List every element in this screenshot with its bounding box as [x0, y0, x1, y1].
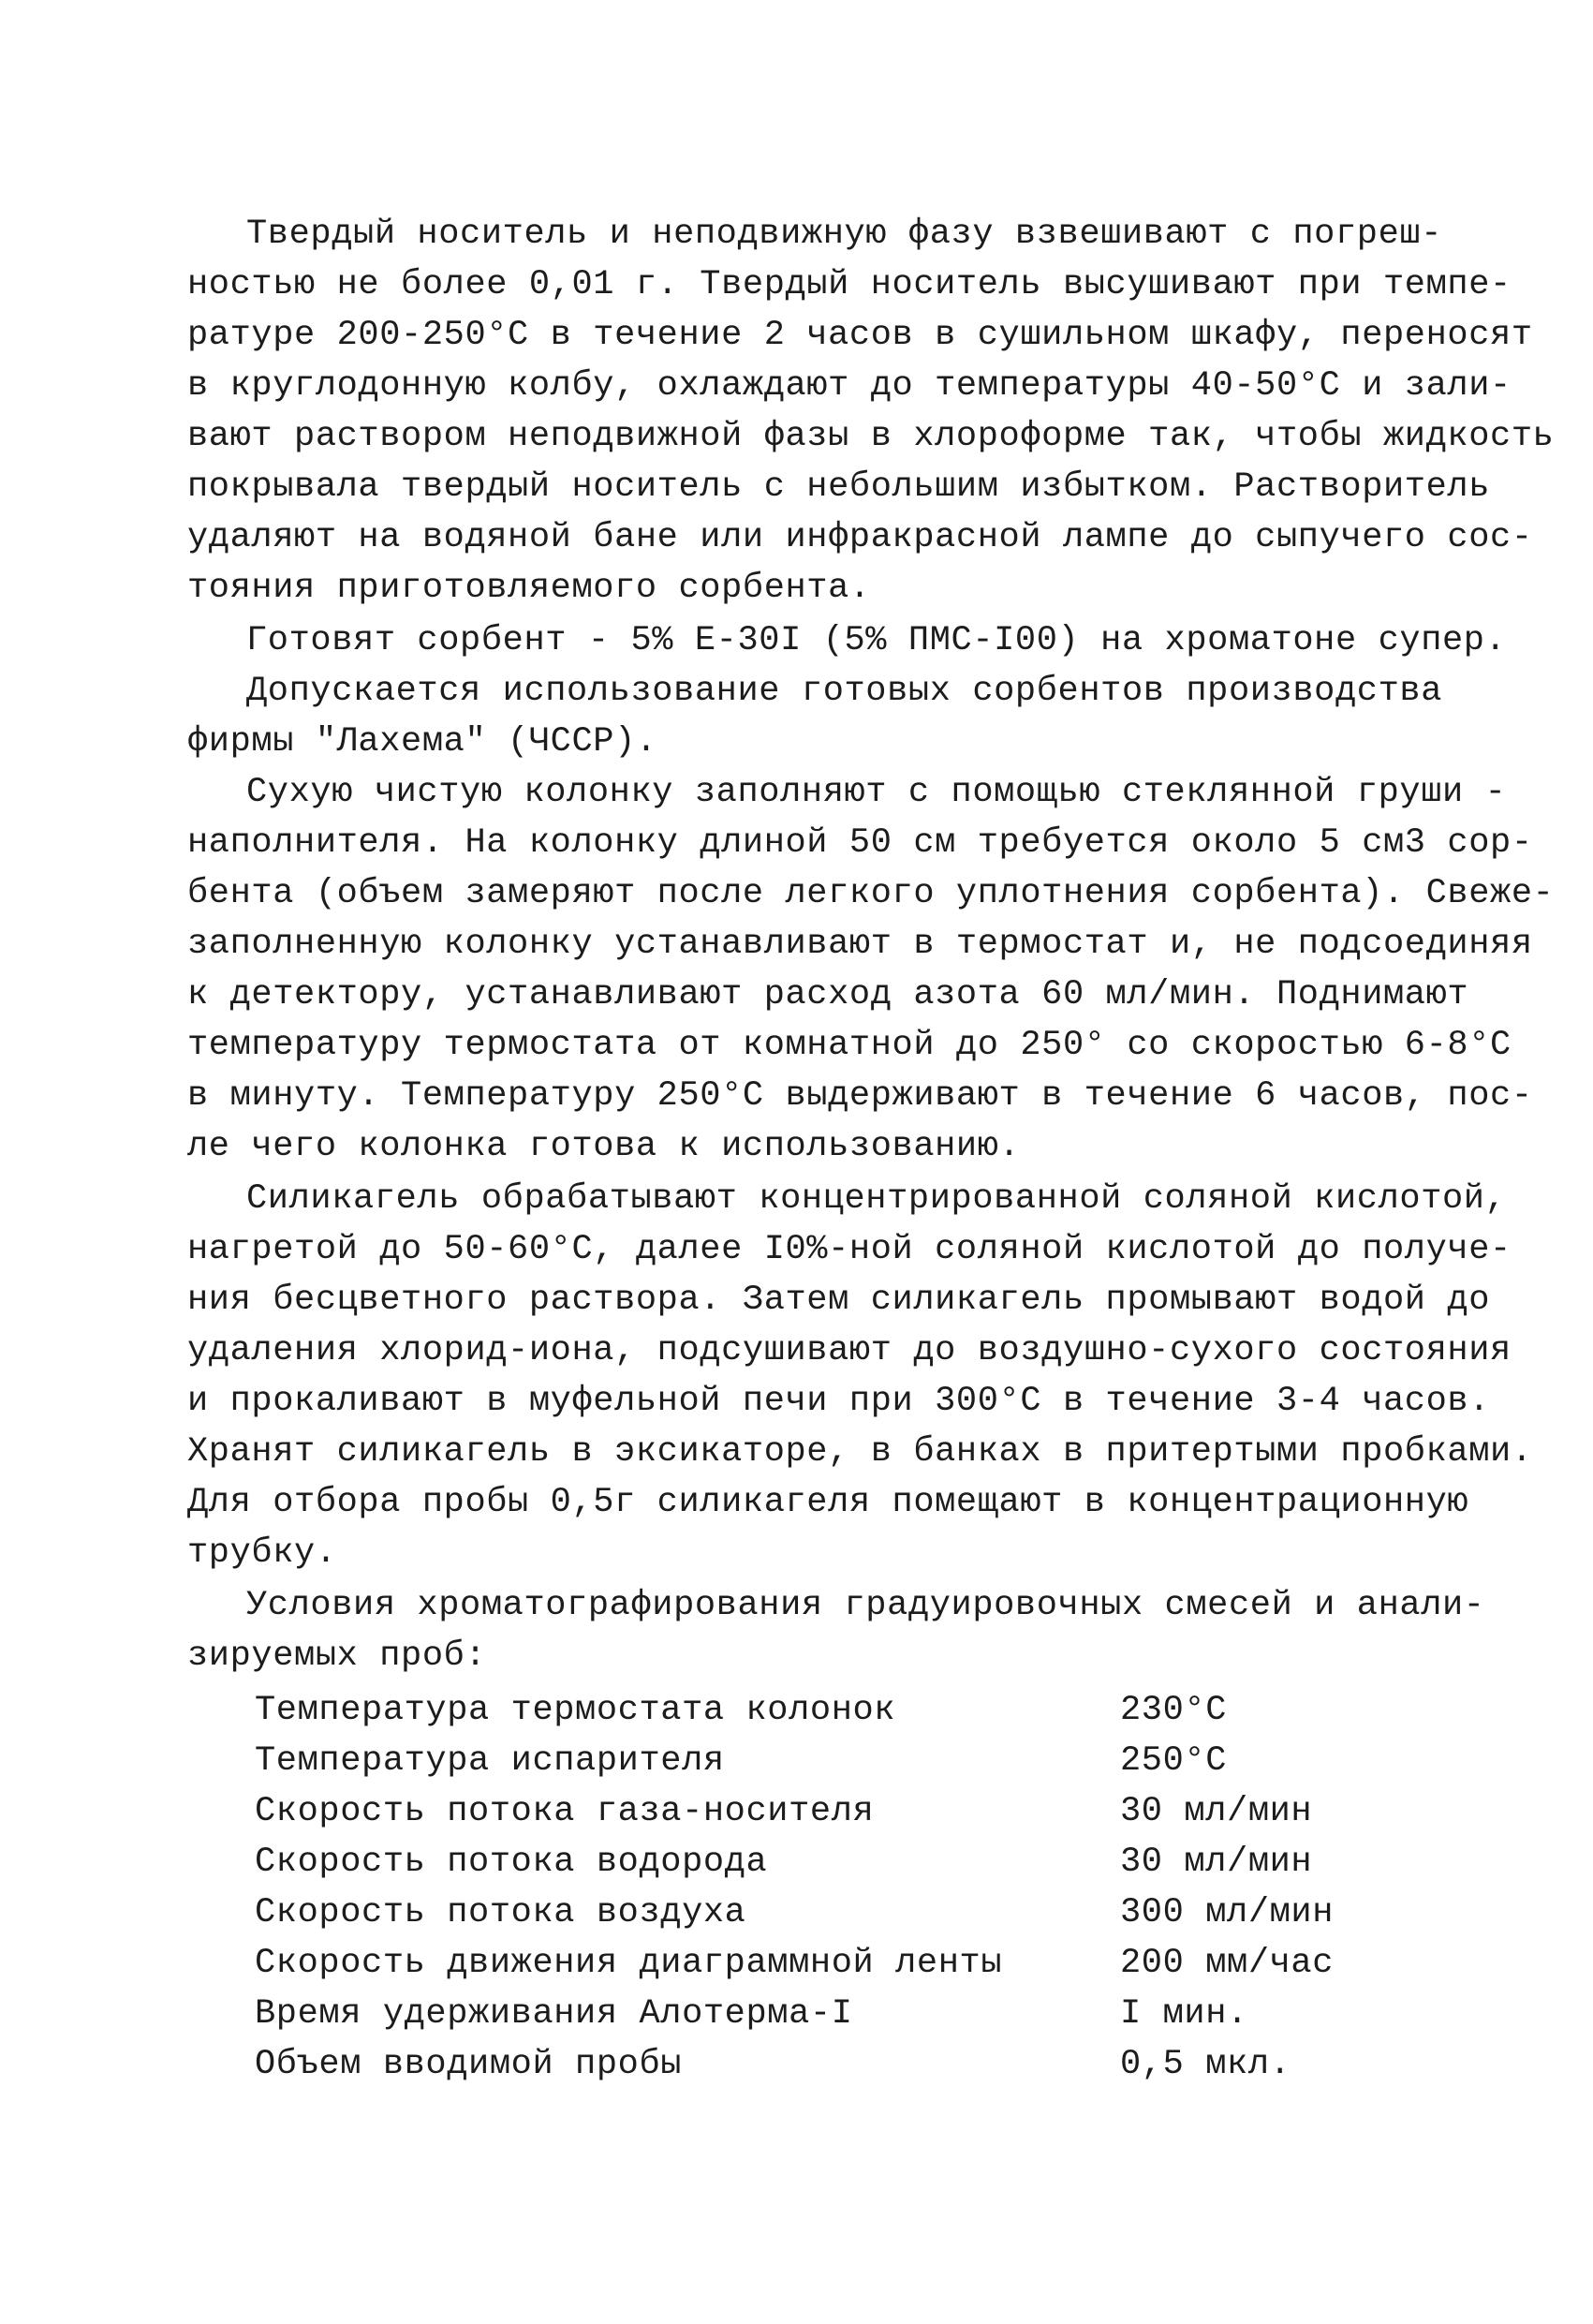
paragraph-4-line-2: наполнителя. На колонку длиной 50 см требуется около 5 см3 сор- — [187, 823, 1533, 863]
condition-label: Температура термостата колонок — [255, 1691, 896, 1730]
paragraph-4-line-6: температуру термостата от комнатной до 250° со скоростью 6-8°С — [187, 1026, 1512, 1065]
condition-value: 0,5 мкл. — [1120, 2045, 1291, 2084]
paragraph-5-line-6: Хранят силикагель в эксикаторе, в банках в притертыми пробками. — [187, 1432, 1533, 1472]
condition-value: 300 мл/мин — [1120, 1893, 1335, 1932]
condition-label: Скорость потока газа-носителя — [255, 1792, 875, 1831]
paragraph-5-line-1: Силикагель обрабатывают концентрированной соляной кислотой, — [246, 1179, 1507, 1219]
paragraph-2-line-1: Готовят сорбент - 5% Е-30I (5% ПМС-I00) на хроматоне супер. — [246, 621, 1507, 660]
paragraph-1-line-5: вают раствором неподвижной фазы в хлороформе так, чтобы жидкость — [187, 417, 1555, 456]
condition-label: Скорость потока воздуха — [255, 1893, 746, 1932]
paragraph-1-line-6: покрывала твердый носитель с небольшим избытком. Растворитель — [187, 467, 1491, 507]
paragraph-5-line-5: и прокаливают в муфельной печи при 300°С в течение 3-4 часов. — [187, 1382, 1491, 1421]
paragraph-1-line-2: ностью не более 0,01 г. Твердый носитель высушивают при темпе- — [187, 265, 1512, 304]
paragraph-4-line-1: Сухую чистую колонку заполняют с помощью стеклянной груши - — [246, 773, 1507, 812]
condition-value: 200 мм/час — [1120, 1944, 1335, 1983]
paragraph-5-line-2: нагретой до 50-60°С, далее I0%-ной соляной кислотой до получе- — [187, 1230, 1512, 1269]
condition-label: Объем вводимой пробы — [255, 2045, 683, 2084]
condition-value: 250°С — [1120, 1741, 1228, 1781]
paragraph-5-line-8: трубку. — [187, 1533, 337, 1573]
paragraph-5-line-4: удаления хлорид-иона, подсушивают до воздушно-сухого состояния — [187, 1331, 1512, 1370]
paragraph-3-line-1: Допускается использование готовых сорбентов производства — [246, 672, 1443, 711]
paragraph-1-line-7: удаляют на водяной бане или инфракрасной лампе до сыпучего сос- — [187, 518, 1533, 557]
condition-label: Температура испарителя — [255, 1741, 725, 1781]
paragraph-4-line-8: ле чего колонка готова к использованию. — [187, 1127, 1021, 1166]
condition-label: Скорость движения диаграммной ленты — [255, 1944, 1003, 1983]
paragraph-1-line-3: ратуре 200-250°С в течение 2 часов в сушильном шкафу, переносят — [187, 316, 1533, 355]
condition-value: 30 мл/мин — [1120, 1792, 1313, 1831]
paragraph-1-line-8: тояния приготовляемого сорбента. — [187, 569, 871, 608]
paragraph-6-line-1: Условия хроматографирования градуировочных смесей и анали- — [246, 1586, 1485, 1625]
paragraph-4-line-5: к детектору, устанавливают расход азота 60 мл/мин. Поднимают — [187, 975, 1469, 1014]
paragraph-4-line-3: бента (объем замеряют после легкого уплотнения сорбента). Свеже- — [187, 874, 1555, 913]
paragraph-1-line-4: в круглодонную колбу, охлаждают до температуры 40-50°С и зали- — [187, 366, 1512, 406]
condition-label: Время удерживания Алотерма-I — [255, 1994, 853, 2034]
condition-value: 230°С — [1120, 1691, 1228, 1730]
paragraph-5-line-3: ния бесцветного раствора. Затем силикагель промывают водой до — [187, 1280, 1491, 1320]
paragraph-1-line-1: Твердый носитель и неподвижную фазу взвешивают с погреш- — [246, 215, 1443, 254]
paragraph-4-line-7: в минуту. Температуру 250°С выдерживают в течение 6 часов, пос- — [187, 1076, 1533, 1116]
paragraph-4-line-4: заполненную колонку устанавливают в термостат и, не подсоединяя — [187, 925, 1533, 964]
condition-value: I мин. — [1120, 1994, 1248, 2034]
condition-label: Скорость потока водорода — [255, 1843, 768, 1882]
paragraph-6-line-2: зируемых проб: — [187, 1636, 487, 1676]
paragraph-5-line-7: Для отбора пробы 0,5г силикагеля помещают в концентрационную — [187, 1483, 1469, 1522]
condition-value: 30 мл/мин — [1120, 1843, 1313, 1882]
paragraph-3-line-2: фирмы "Лахема" (ЧССР). — [187, 722, 657, 762]
